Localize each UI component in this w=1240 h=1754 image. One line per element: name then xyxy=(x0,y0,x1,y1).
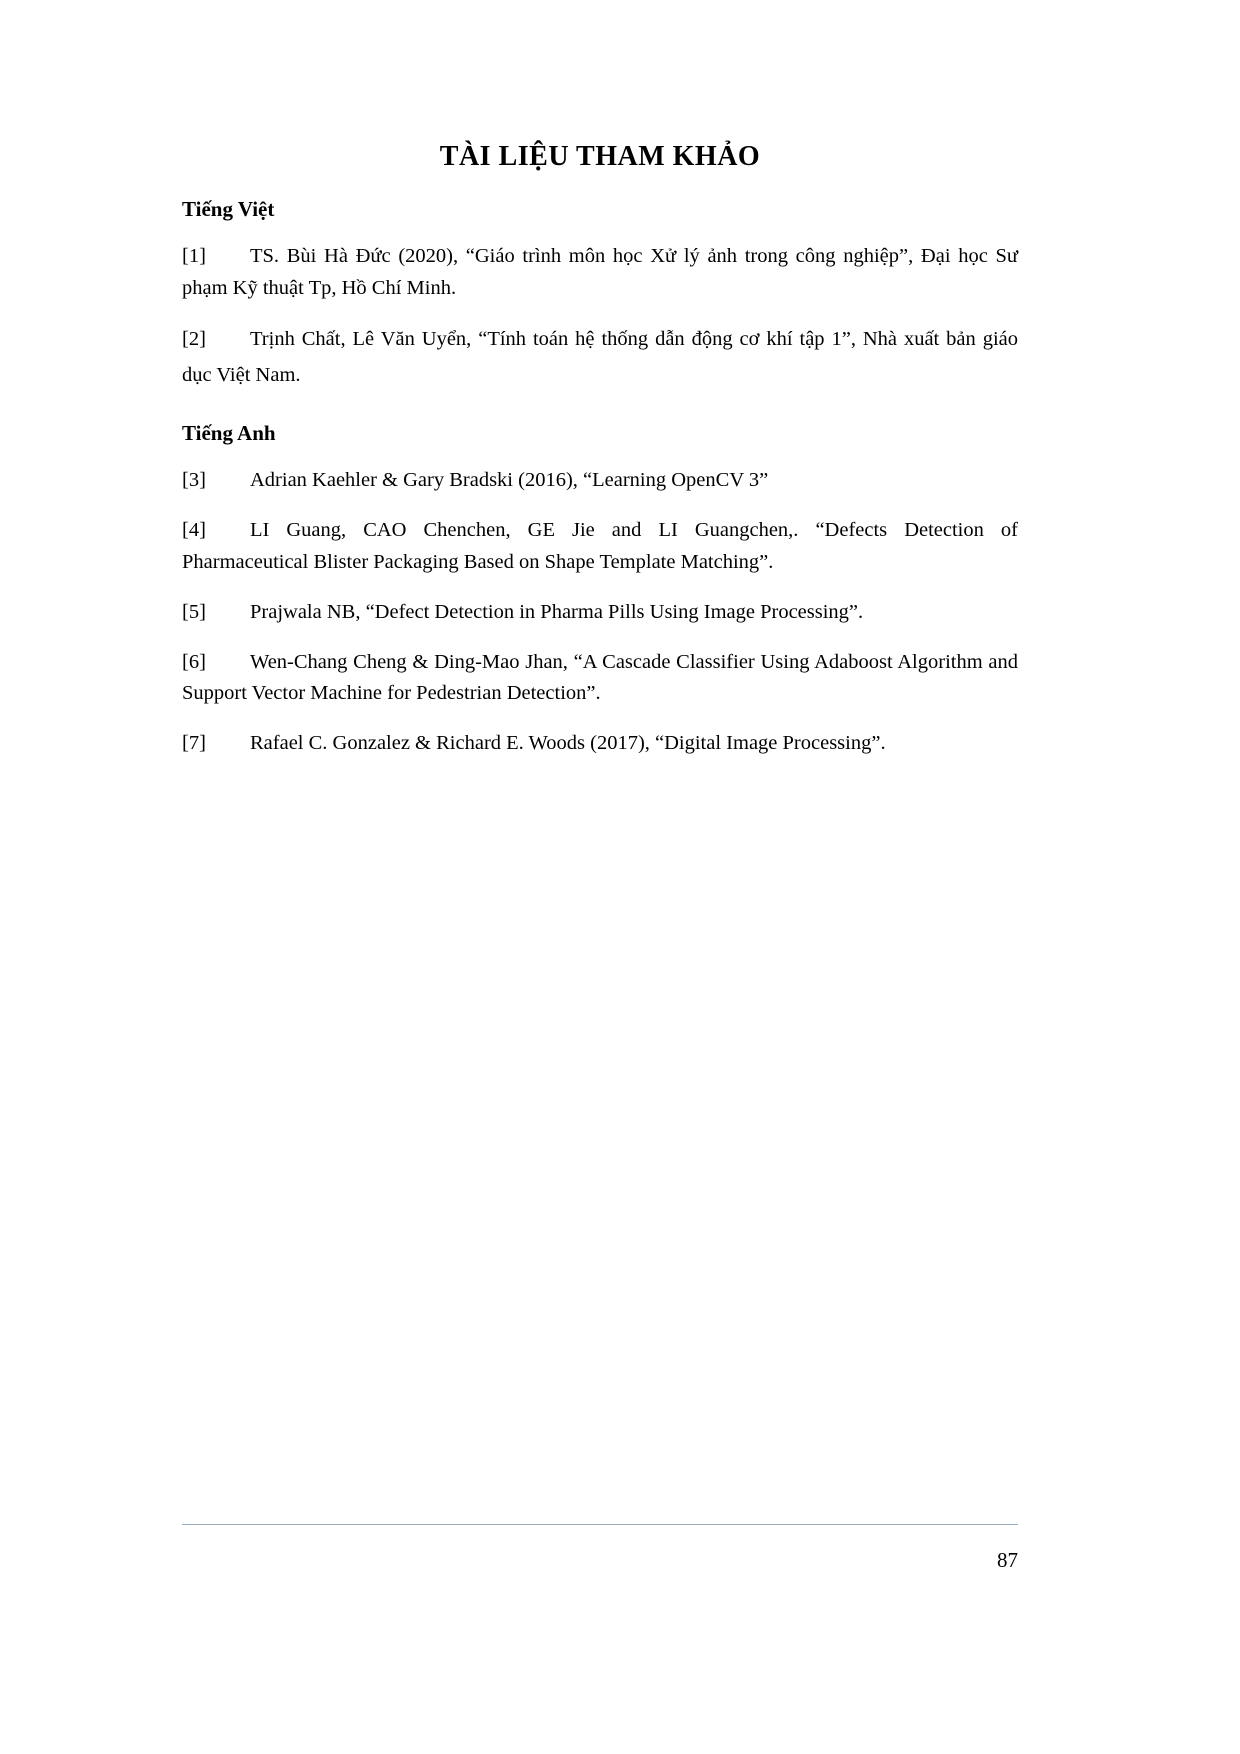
reference-text-7: Rafael C. Gonzalez & Richard E. Woods (2017), “Digital Image Processing”. xyxy=(250,732,886,755)
reference-text-4: LI Guang, CAO Chenchen, GE Jie and LI Guangchen,. “Defects Detection of Pharmaceutical Blister Packaging Based on Shape Template Matching”. xyxy=(182,519,1018,573)
page-title: TÀI LIỆU THAM KHẢO xyxy=(439,141,761,172)
reference-text-6: Wen-Chang Cheng & Ding-Mao Jhan, “A Cascade Classifier Using Adaboost Algorithm and Support Vector Machine for Pedestrian Detection”. xyxy=(182,650,1018,705)
section-heading-english: Tiếng Anh xyxy=(182,421,276,446)
reference-text-2: Trịnh Chất, Lê Văn Uyển, “Tính toán hệ thống dẫn động cơ khí tập 1”, Nhà xuất bản giáo dục Việt Nam. xyxy=(182,328,1018,387)
reference-item-4 xyxy=(182,515,1018,579)
page-content xyxy=(182,140,1018,778)
reference-item-3 xyxy=(182,465,1018,497)
reference-item-5 xyxy=(182,597,1018,629)
reference-number-7: [7] xyxy=(182,732,206,755)
reference-text-3: Adrian Kaehler & Gary Bradski (2016), “Learning OpenCV 3” xyxy=(250,469,769,492)
footer-divider xyxy=(182,1524,1018,1525)
section-heading-vietnamese: Tiếng Việt xyxy=(182,196,275,221)
reference-number-1: [1] xyxy=(182,244,206,267)
reference-text-5: Prajwala NB, “Defect Detection in Pharma Pills Using Image Processing”. xyxy=(250,600,864,623)
reference-number-4: [4] xyxy=(182,519,206,542)
page-number: 87 xyxy=(997,1548,1018,1572)
reference-number-5: [5] xyxy=(182,600,206,623)
reference-number-3: [3] xyxy=(182,469,206,492)
reference-item-6 xyxy=(182,647,1018,711)
reference-item-7 xyxy=(182,728,1018,760)
reference-number-6: [6] xyxy=(182,650,206,673)
reference-item-1 xyxy=(182,241,1018,305)
reference-text-1: TS. Bùi Hà Đức (2020), “Giáo trình môn học Xử lý ảnh trong công nghiệp”, Đại học Sư phạm Kỹ thuật Tp, Hồ Chí Minh. xyxy=(182,244,1018,299)
reference-item-2 xyxy=(182,322,1018,394)
reference-number-2: [2] xyxy=(182,328,206,351)
